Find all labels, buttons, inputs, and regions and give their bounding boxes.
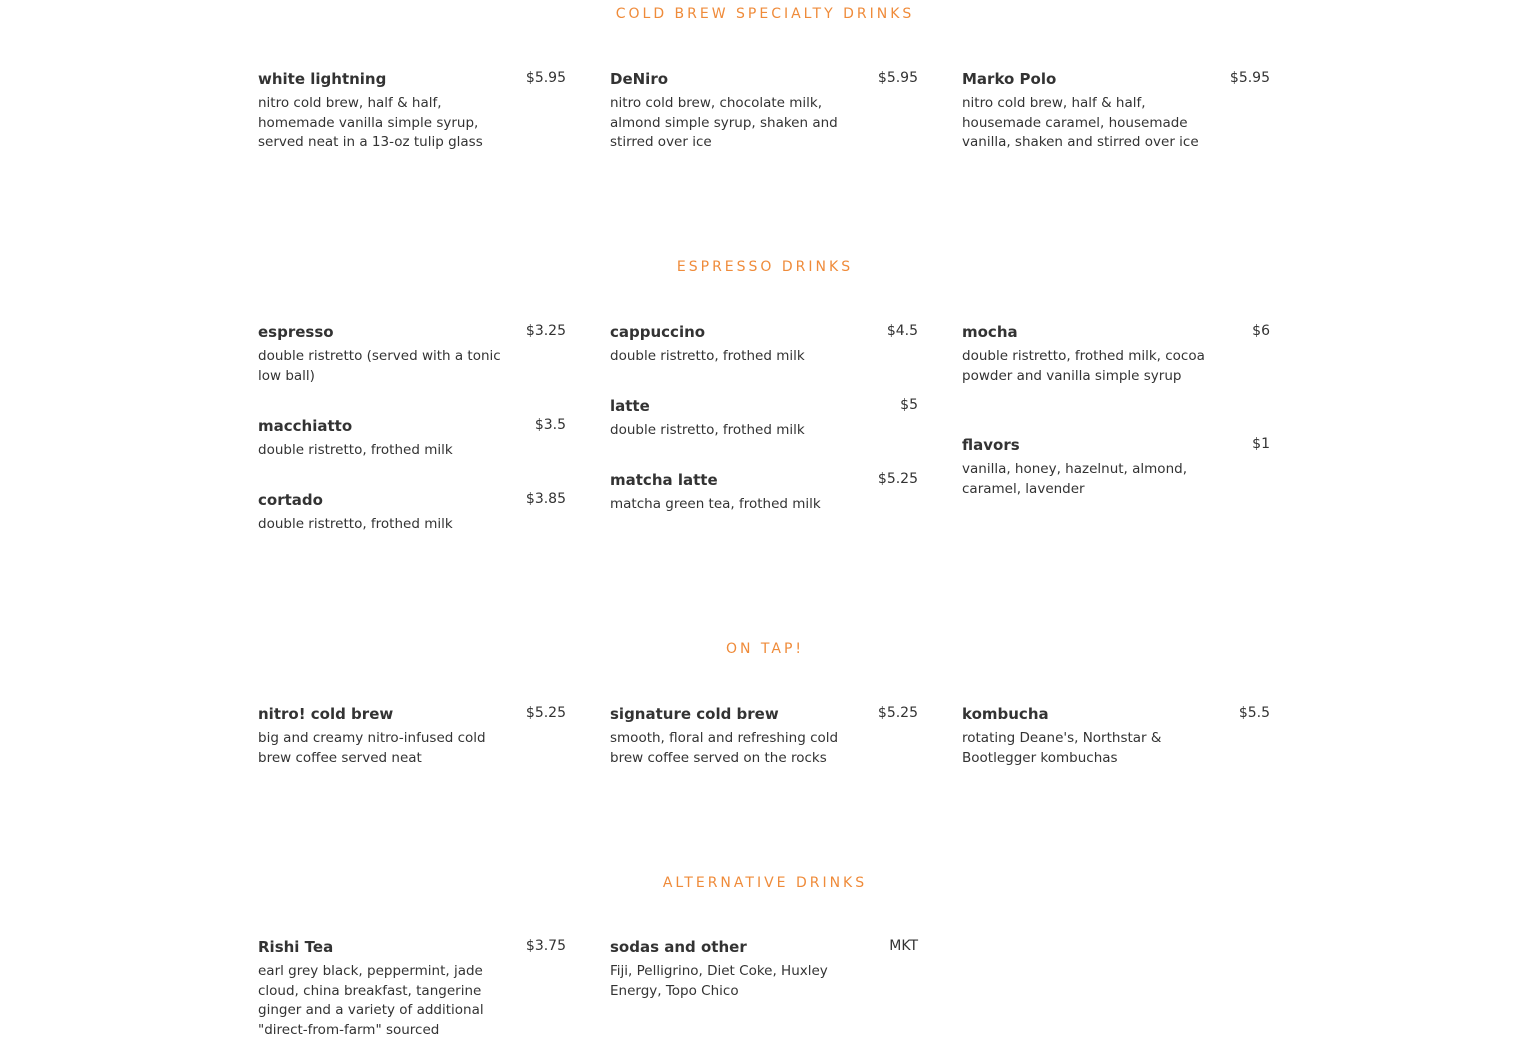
menu-item — [610, 70, 918, 153]
menu-column — [962, 323, 1270, 386]
menu-column — [258, 417, 566, 461]
item-description: matcha green tea, frothed milk — [610, 496, 821, 512]
menu-item — [962, 70, 1270, 153]
item-name: Marko Polo — [962, 70, 1057, 88]
item-description: big and creamy nitro-infused cold brew coffee served neat — [258, 730, 486, 766]
item-price: $5.95 — [525, 70, 566, 86]
menu-item — [258, 323, 566, 386]
menu-item — [258, 705, 566, 768]
menu-item — [610, 471, 918, 515]
item-description: Fiji, Pelligrino, Diet Coke, Huxley Energy, Topo Chico — [610, 963, 828, 999]
menu-column — [610, 938, 918, 1001]
item-name: nitro! cold brew — [258, 705, 394, 723]
section-title-cold-brew: COLD BREW SPECIALTY DRINKS — [615, 6, 915, 22]
menu-column — [610, 705, 918, 768]
section-title-on-tap: ON TAP! — [725, 641, 805, 657]
menu-item — [258, 491, 566, 535]
item-name: cortado — [258, 491, 323, 509]
menu-column — [258, 323, 566, 386]
item-description: nitro cold brew, half & half, housemade caramel, housemade vanilla, shaken and stirred over ice — [962, 95, 1199, 150]
item-description: double ristretto, frothed milk — [610, 422, 805, 438]
item-description: nitro cold brew, chocolate milk, almond simple syrup, shaken and stirred over ice — [610, 95, 838, 150]
item-price: $3.25 — [525, 323, 566, 339]
item-name: matcha latte — [610, 471, 718, 489]
item-description: double ristretto, frothed milk — [258, 442, 453, 458]
item-price: $5.25 — [877, 471, 918, 487]
section-title-alternative: ALTERNATIVE DRINKS — [662, 875, 868, 891]
menu-item — [962, 323, 1270, 386]
item-price: $5.5 — [1238, 705, 1270, 721]
item-price: $3.75 — [525, 938, 566, 954]
item-price: $1 — [1252, 436, 1270, 452]
item-price: MKT — [889, 938, 918, 954]
menu-item — [610, 705, 918, 768]
item-price: $5.25 — [525, 705, 566, 721]
item-description: rotating Deane's, Northstar & Bootlegger kombuchas — [962, 730, 1162, 766]
menu-column — [258, 491, 566, 535]
menu-column — [962, 705, 1270, 768]
item-price: $5.25 — [877, 705, 918, 721]
item-name: espresso — [258, 323, 334, 341]
item-description: vanilla, honey, hazelnut, almond, caramel, lavender — [962, 461, 1187, 497]
section-title-espresso: ESPRESSO DRINKS — [676, 259, 854, 275]
menu-column — [610, 397, 918, 441]
item-name: signature cold brew — [610, 705, 779, 723]
item-description: double ristretto (served with a tonic low ball) — [258, 348, 501, 384]
menu-item — [610, 938, 918, 1001]
item-price: $6 — [1252, 323, 1270, 339]
item-description: smooth, floral and refreshing cold brew coffee served on the rocks — [610, 730, 839, 766]
menu-item — [258, 70, 566, 153]
item-description: double ristretto, frothed milk, cocoa powder and vanilla simple syrup — [962, 348, 1205, 384]
item-price: $3.5 — [534, 417, 566, 433]
menu-item — [610, 397, 918, 441]
item-name: Rishi Tea — [258, 938, 334, 956]
menu-item — [258, 417, 566, 461]
menu-column — [258, 705, 566, 768]
item-name: macchiatto — [258, 417, 353, 435]
item-name: mocha — [962, 323, 1018, 341]
item-price: $5.95 — [1229, 70, 1270, 86]
item-description: double ristretto, frothed milk — [610, 348, 805, 364]
menu-column — [258, 70, 566, 153]
item-name: DeNiro — [610, 70, 669, 88]
menu-item — [610, 323, 918, 367]
item-name: kombucha — [962, 705, 1049, 723]
item-name: latte — [610, 397, 650, 415]
menu-item — [962, 705, 1270, 768]
item-name: white lightning — [258, 70, 387, 88]
item-name: cappuccino — [610, 323, 706, 341]
menu-column — [610, 70, 918, 153]
item-price: $3.85 — [525, 491, 566, 507]
menu-item — [258, 938, 566, 1040]
menu-column — [962, 70, 1270, 153]
item-description: double ristretto, frothed milk — [258, 516, 453, 532]
item-price: $4.5 — [886, 323, 918, 339]
menu-column — [258, 938, 566, 1040]
menu-column — [962, 436, 1270, 499]
menu-item — [962, 436, 1270, 499]
item-name: sodas and other — [610, 938, 747, 956]
item-description: nitro cold brew, half & half, homemade vanilla simple syrup, served neat in a 13-oz tulip glass — [258, 95, 483, 150]
item-price: $5.95 — [877, 70, 918, 86]
item-description: earl grey black, peppermint, jade cloud, china breakfast, tangerine ginger and a variety of additional "direct-from-farm" sourced — [258, 963, 484, 1038]
item-name: flavors — [962, 436, 1020, 454]
menu-column — [610, 323, 918, 367]
menu-column — [610, 471, 918, 515]
item-price: $5 — [900, 397, 918, 413]
